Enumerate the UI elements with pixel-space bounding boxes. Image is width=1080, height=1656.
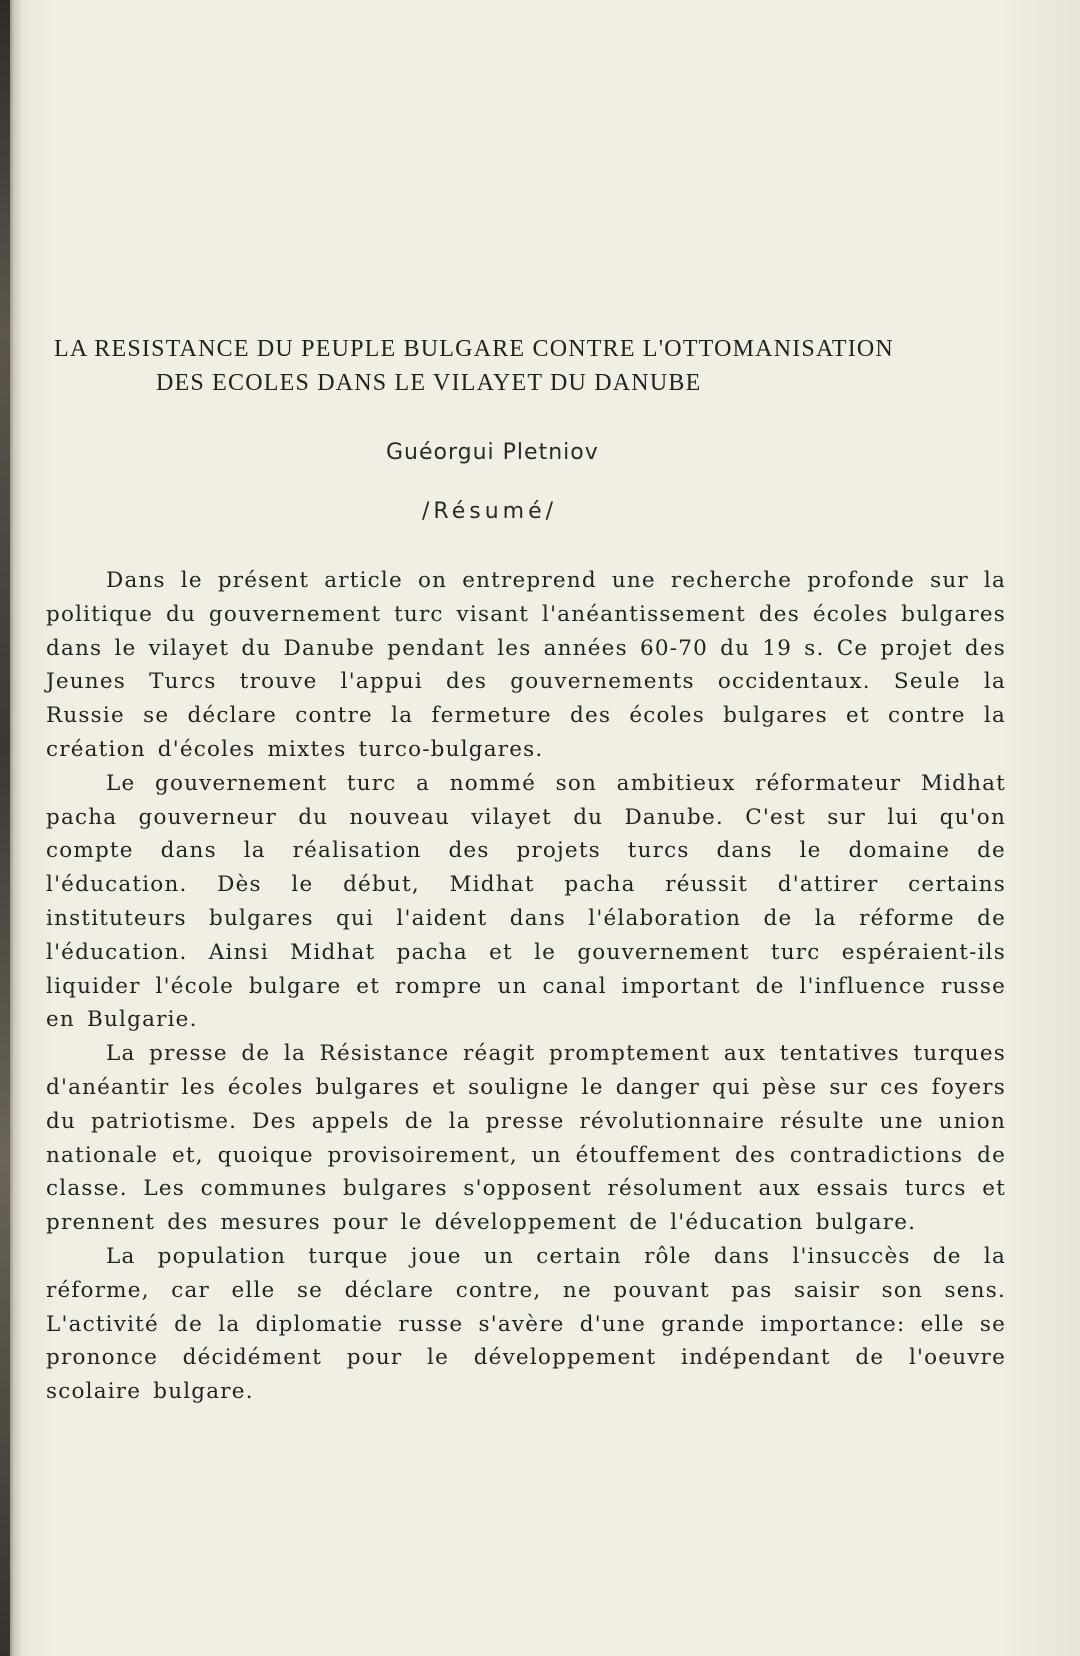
binding-edge <box>0 0 10 1656</box>
document-content <box>46 332 1026 1409</box>
paragraph: Dans le présent article on entreprend une recherche profonde sur la politique du gouvernement turc visant l'anéantissement des écoles bulgares dans le vilayet du Danube pendant les années 60-70 du 19 s. Ce projet des Jeunes Turcs trouve l'appui des gouvernements occidentaux. Seule la Russie se déclare contre la fermeture des écoles bulgares et contre la création d'écoles mixtes turco-bulgares. <box>46 568 1006 762</box>
paragraph: La population turque joue un certain rôle dans l'insuccès de la réforme, car elle se déclare contre, ne pouvant pas saisir son sens. L'activité de la diplomatie russe s'avère d'une grande importance: elle se prononce décidément pour le développement indépendant de l'oeuvre scolaire bulgare. <box>46 1243 1006 1405</box>
paragraph: Le gouvernement turc a nommé son ambitieux réformateur Midhat pacha gouverneur du nouveau vilayet du Danube. C'est sur lui qu'on compte dans la réalisation des projets turcs dans le domaine de l'éducation. Dès le début, Midhat pacha réussit d'attirer certains instituteurs bulgares qui l'aident dans l'élaboration de la réforme de l'éducation. Ainsi Midhat pacha et le gouvernement turc espéraient-ils liquider l'école bulgare et rompre un canal important de l'influence russe en Bulgarie. <box>46 770 1006 1033</box>
paragraph: La presse de la Résistance réagit promptement aux tentatives turques d'anéantir les écoles bulgares et souligne le danger qui pèse sur ces foyers du patriotisme. Des appels de la presse révolutionnaire résulte une union nationale et, quoique provisoirement, un étouffement des contradictions de classe. Les communes bulgares s'opposent résolument aux essais turcs et prennent des mesures pour le développement de l'éducation bulgare. <box>46 1041 1006 1236</box>
author-name: Guéorgui Pletniov <box>386 440 599 465</box>
title-line-1: LA RESISTANCE DU PEUPLE BULGARE CONTRE L'OTTOMANISATION <box>54 336 894 362</box>
article-title <box>46 332 1026 400</box>
title-line-2: DES ECOLES DANS LE VILAYET DU DANUBE <box>156 370 702 396</box>
section-label: /Résumé/ <box>422 499 558 524</box>
abstract-body <box>46 564 1006 1409</box>
